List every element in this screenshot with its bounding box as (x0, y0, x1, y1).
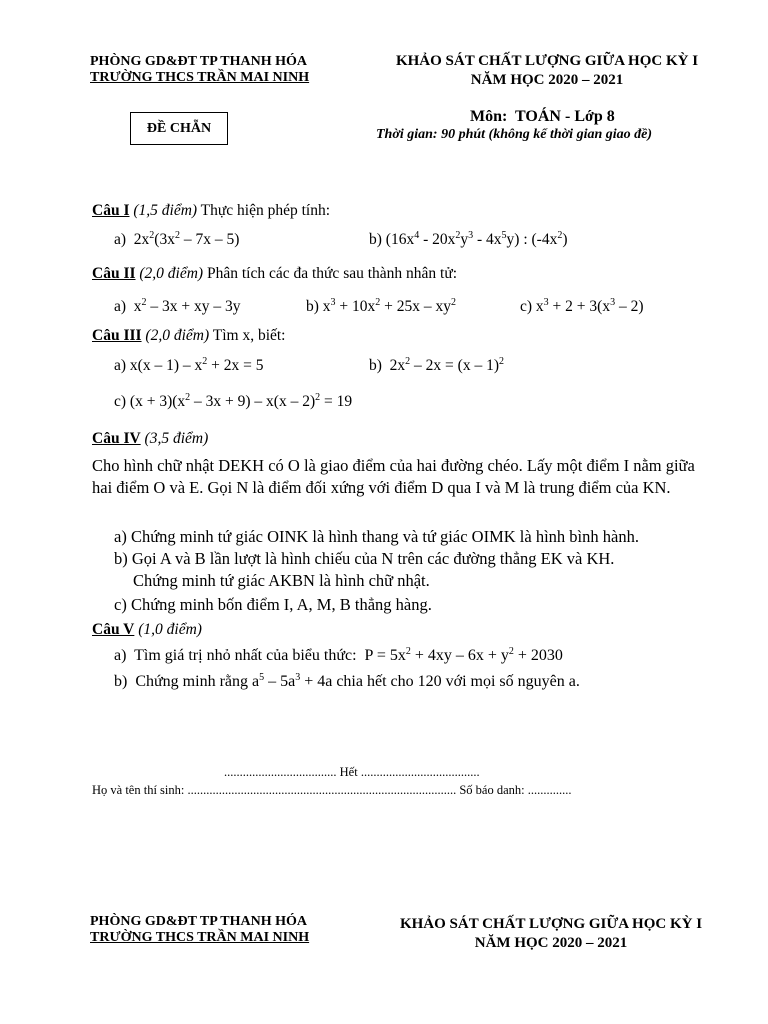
question-5a: a) Tìm giá trị nhỏ nhất của biểu thức: $P = 5x^2 + 4xy - 6x + y^2 + 2030$ (114, 646, 563, 664)
question-4-intro: Cho hình chữ nhật DEKH có O là giao điểm của hai đường chéo. Lấy một điểm I nằm giữa hai điểm O và E. Gọi N là điểm đối xứng với điểm D qua I và M là trung điểm của KN. (92, 456, 695, 497)
school-year: NĂM HỌC 2020 – 2021 (470, 72, 624, 88)
question-4-points: (3,5 điểm) (144, 430, 209, 447)
question-2c: c) $x^3 + 2 + 3(x^3 - 2)$ (520, 297, 644, 315)
question-4a: a) Chứng minh tứ giác OINK là hình thang và tứ giác OIMK là hình bình hành. (114, 527, 639, 546)
question-4-title: Câu IV (92, 430, 141, 447)
question-2-heading (92, 265, 457, 283)
school-year-2: NĂM HỌC 2020 – 2021 (474, 935, 628, 951)
end-word: Hết (339, 765, 358, 779)
question-2b: b) $x^3 + 10x^2 + 25x - xy^2$ (306, 297, 457, 315)
question-5-heading (92, 621, 202, 639)
question-5-points: (1,0 điểm) (138, 621, 202, 638)
subject-line (470, 108, 615, 126)
question-5b: b) Chứng minh rằng $a^5 - 5a^3 + 4a$ chia hết cho 120 với mọi số nguyên a. (114, 672, 580, 690)
question-4b-line1: b) Gọi A và B lần lượt là hình chiếu của N trên các đường thẳng EK và KH. (114, 549, 615, 568)
question-3b: b) $2x^2 - 2x = (x - 1)^2$ (369, 356, 504, 374)
question-3c: c) $(x + 3)(x^2 - 3x + 9) - x(x - 2)^2 = 19$ (114, 392, 353, 410)
question-1a: a) $2x^2(3x^2 - 7x - 5)$ (114, 230, 240, 248)
candidate-id-dots: .............. (527, 783, 572, 797)
question-3-prompt: Tìm x, biết: (212, 327, 286, 344)
subject-label: Môn: (470, 108, 508, 125)
question-3-heading (92, 327, 286, 345)
school-name-2: TRƯỜNG THCS TRẦN MAI NINH (90, 930, 310, 945)
department-name: PHÒNG GD&ĐT TP THANH HÓA (90, 54, 308, 69)
time-note: Thời gian: 90 phút (không kể thời gian giao đề) (376, 127, 653, 142)
version-box: ĐỀ CHẴN (130, 112, 228, 145)
grade: - Lớp 8 (564, 108, 615, 125)
question-4-heading (92, 430, 208, 448)
school-name: TRƯỜNG THCS TRẦN MAI NINH (90, 70, 310, 85)
question-3a: a) $x(x - 1) - x^2 + 2x = 5$ (114, 356, 264, 374)
candidate-id-label: Số báo danh: (459, 783, 525, 797)
question-1-title: Câu I (92, 202, 130, 219)
question-1-points: (1,5 điểm) (133, 202, 198, 219)
candidate-info (92, 783, 572, 798)
candidate-name-label: Họ và tên thí sinh: (92, 783, 185, 797)
question-1b: b) $(16x^4 - 20x^2y^3 - 4x^5y)$ : $(-4x^2)$ (369, 230, 568, 248)
question-4b-line2: Chứng minh tứ giác AKBN là hình chữ nhật. (133, 571, 430, 590)
end-marker (224, 765, 480, 780)
question-2-points: (2,0 điểm) (139, 265, 204, 282)
end-dots-right: ...................................... (360, 765, 480, 779)
question-4c: c) Chứng minh bốn điểm I, A, M, B thẳng hàng. (114, 595, 432, 614)
exam-title: KHẢO SÁT CHẤT LƯỢNG GIỮA HỌC KỲ I (395, 53, 699, 69)
question-2-prompt: Phân tích các đa thức sau thành nhân tử: (206, 265, 458, 282)
subject: TOÁN (515, 108, 561, 125)
question-1-heading (92, 202, 330, 220)
question-3-title: Câu III (92, 327, 142, 344)
question-1-prompt: Thực hiện phép tính: (200, 202, 331, 219)
question-5-title: Câu V (92, 621, 135, 638)
end-dots-left: .................................... (224, 765, 337, 779)
question-3-points: (2,0 điểm) (145, 327, 210, 344)
department-name-2: PHÒNG GD&ĐT TP THANH HÓA (90, 914, 308, 929)
candidate-name-dots: ...................................................................................... (187, 783, 457, 797)
question-2-title: Câu II (92, 265, 136, 282)
exam-title-2: KHẢO SÁT CHẤT LƯỢNG GIỮA HỌC KỲ I (399, 916, 703, 932)
question-2a: a) $x^2 - 3x$ + xy – 3y (114, 297, 241, 315)
